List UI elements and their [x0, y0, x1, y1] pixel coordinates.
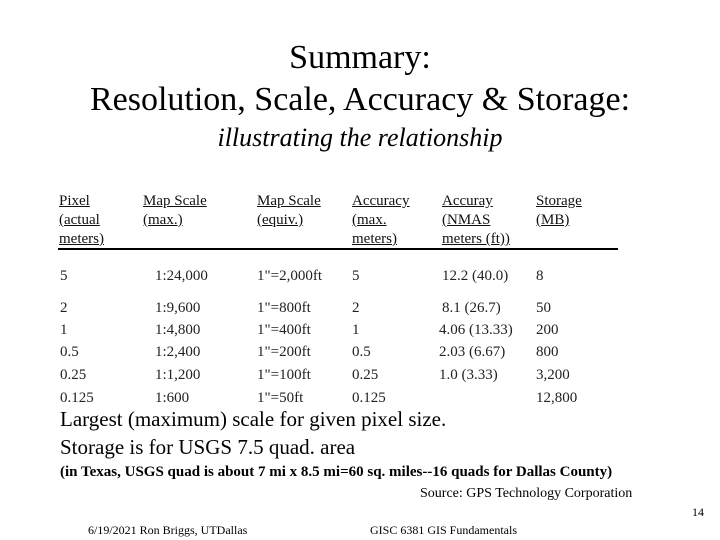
- header-text: meters): [352, 231, 397, 247]
- slide-title-line2: Resolution, Scale, Accuracy & Storage:: [89, 81, 631, 118]
- table-cell: 1"=100ft: [257, 367, 311, 383]
- table-cell: 0.25: [60, 367, 87, 383]
- table-cell: 1: [352, 322, 360, 338]
- table-cell: 12.2 (40.0): [442, 268, 509, 284]
- header-text: (actual: [59, 212, 100, 228]
- table-cell: 4.06 (13.33): [439, 322, 513, 338]
- header-text: (max.: [352, 212, 387, 228]
- table-cell: 1"=400ft: [257, 322, 311, 338]
- header-text: Accuracy: [352, 193, 410, 209]
- table-cell: 2: [60, 300, 68, 316]
- table-cell: 50: [536, 300, 551, 316]
- header-accuracy-nmas: [442, 192, 510, 249]
- header-text: meters (ft)): [442, 231, 510, 247]
- page-number: 14: [692, 505, 704, 519]
- header-map-scale-max: [143, 192, 207, 230]
- slide-subtitle: illustrating the relationship: [217, 123, 503, 152]
- table-cell: 0.125: [60, 390, 94, 406]
- table-cell: 0.5: [352, 344, 371, 360]
- table-cell: 8.1 (26.7): [442, 300, 501, 316]
- table-cell: 1:600: [155, 390, 190, 406]
- header-text: Accuray: [442, 193, 493, 209]
- table-cell: 1"=2,000ft: [257, 268, 322, 284]
- table-cell: 2.03 (6.67): [439, 344, 506, 360]
- header-accuracy: [352, 192, 409, 249]
- table-cell: 1"=800ft: [257, 300, 311, 316]
- table-cell: 8: [536, 268, 544, 284]
- header-text: meters): [59, 231, 104, 247]
- header-map-scale-equiv: [257, 192, 321, 230]
- header-pixel: [59, 192, 104, 249]
- table-cell: 0.5: [60, 344, 79, 360]
- table-cell: 200: [536, 322, 559, 338]
- table-cell: 1"=50ft: [257, 390, 304, 406]
- header-divider: [58, 248, 618, 250]
- table-cell: 12,800: [536, 390, 578, 406]
- table-cell: 1: [60, 322, 68, 338]
- table-cell: 1.0 (3.33): [439, 367, 498, 383]
- table-cell: 1"=200ft: [257, 344, 311, 360]
- table-cell: 800: [536, 344, 559, 360]
- table-cell: 2: [352, 300, 360, 316]
- table-cell: 1:9,600: [155, 300, 201, 316]
- header-text: Storage: [536, 193, 582, 209]
- note-max-scale: Largest (maximum) scale for given pixel size.: [60, 407, 447, 431]
- table-cell: 1:1,200: [155, 367, 201, 383]
- header-storage: [536, 192, 582, 230]
- header-text: (MB): [536, 212, 570, 228]
- table-cell: 1:4,800: [155, 322, 201, 338]
- table-cell: 1:24,000: [155, 268, 208, 284]
- source-credit: Source: GPS Technology Corporation: [420, 486, 633, 501]
- header-text: (NMAS: [442, 212, 491, 228]
- note-texas-quad: (in Texas, USGS quad is about 7 mi x 8.5 mi=60 sq. miles--16 quads for Dallas County): [60, 464, 613, 480]
- header-text: (max.): [143, 212, 183, 228]
- table-cell: 0.25: [352, 367, 379, 383]
- table-cell: 0.125: [352, 390, 386, 406]
- footer-course: GISC 6381 GIS Fundamentals: [370, 523, 517, 537]
- footer-date-author: 6/19/2021 Ron Briggs, UTDallas: [88, 523, 248, 537]
- slide-title-line1: Summary:: [289, 39, 431, 76]
- table-cell: 5: [352, 268, 360, 284]
- header-text: Pixel: [59, 193, 90, 209]
- note-storage: Storage is for USGS 7.5 quad. area: [60, 435, 356, 459]
- header-text: (equiv.): [257, 212, 304, 228]
- table-cell: 1:2,400: [155, 344, 201, 360]
- header-text: Map Scale: [143, 193, 207, 209]
- header-text: Map Scale: [257, 193, 321, 209]
- table-cell: 5: [60, 268, 68, 284]
- table-cell: 3,200: [536, 367, 570, 383]
